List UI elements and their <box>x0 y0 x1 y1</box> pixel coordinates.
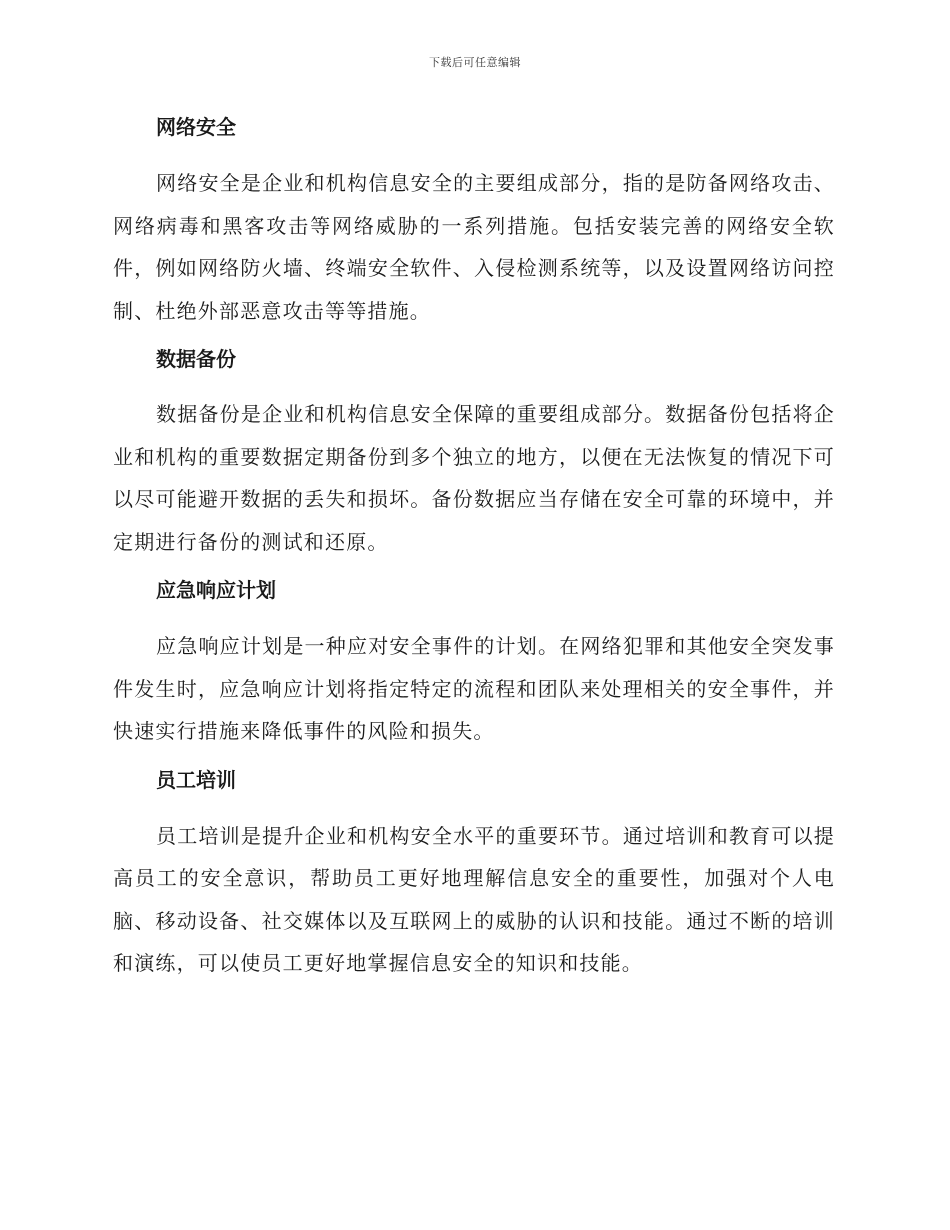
section-body: 网络安全是企业和机构信息安全的主要组成部分，指的是防备网络攻击、网络病毒和黑客攻击等网络威胁的一系列措施。包括安装完善的网络安全软件，例如网络防火墙、终端安全软件、入侵检测系统等，以及设置网络访问控制、杜绝外部恶意攻击等等措施。 <box>113 171 835 323</box>
page-header-note: 下载后可任意编辑 <box>429 56 521 69</box>
section-title: 网络安全 <box>156 115 236 139</box>
section-emergency-response <box>113 573 835 753</box>
section-title: 数据备份 <box>156 347 236 371</box>
section-data-backup <box>113 342 835 563</box>
section-body: 应急响应计划是一种应对安全事件的计划。在网络犯罪和其他安全突发事件发生时，应急响应计划将指定特定的流程和团队来处理相关的安全事件，并快速实行措施来降低事件的风险和损失。 <box>113 634 835 743</box>
section-title: 应急响应计划 <box>156 578 276 602</box>
section-body: 员工培训是提升企业和机构安全水平的重要环节。通过培训和教育可以提高员工的安全意识，帮助员工更好地理解信息安全的重要性，加强对个人电脑、移动设备、社交媒体以及互联网上的威胁的认识和技能。通过不断的培训和演练，可以使员工更好地掌握信息安全的知识和技能。 <box>113 823 835 975</box>
document-content <box>113 110 835 995</box>
section-network-security <box>113 110 835 332</box>
section-body: 数据备份是企业和机构信息安全保障的重要组成部分。数据备份包括将企业和机构的重要数据定期备份到多个独立的地方，以便在无法恢复的情况下可以尽可能避开数据的丢失和损坏。备份数据应当存储在安全可靠的环境中，并定期进行备份的测试和还原。 <box>113 402 835 554</box>
section-staff-training <box>113 763 835 985</box>
section-title: 员工培训 <box>156 767 236 792</box>
